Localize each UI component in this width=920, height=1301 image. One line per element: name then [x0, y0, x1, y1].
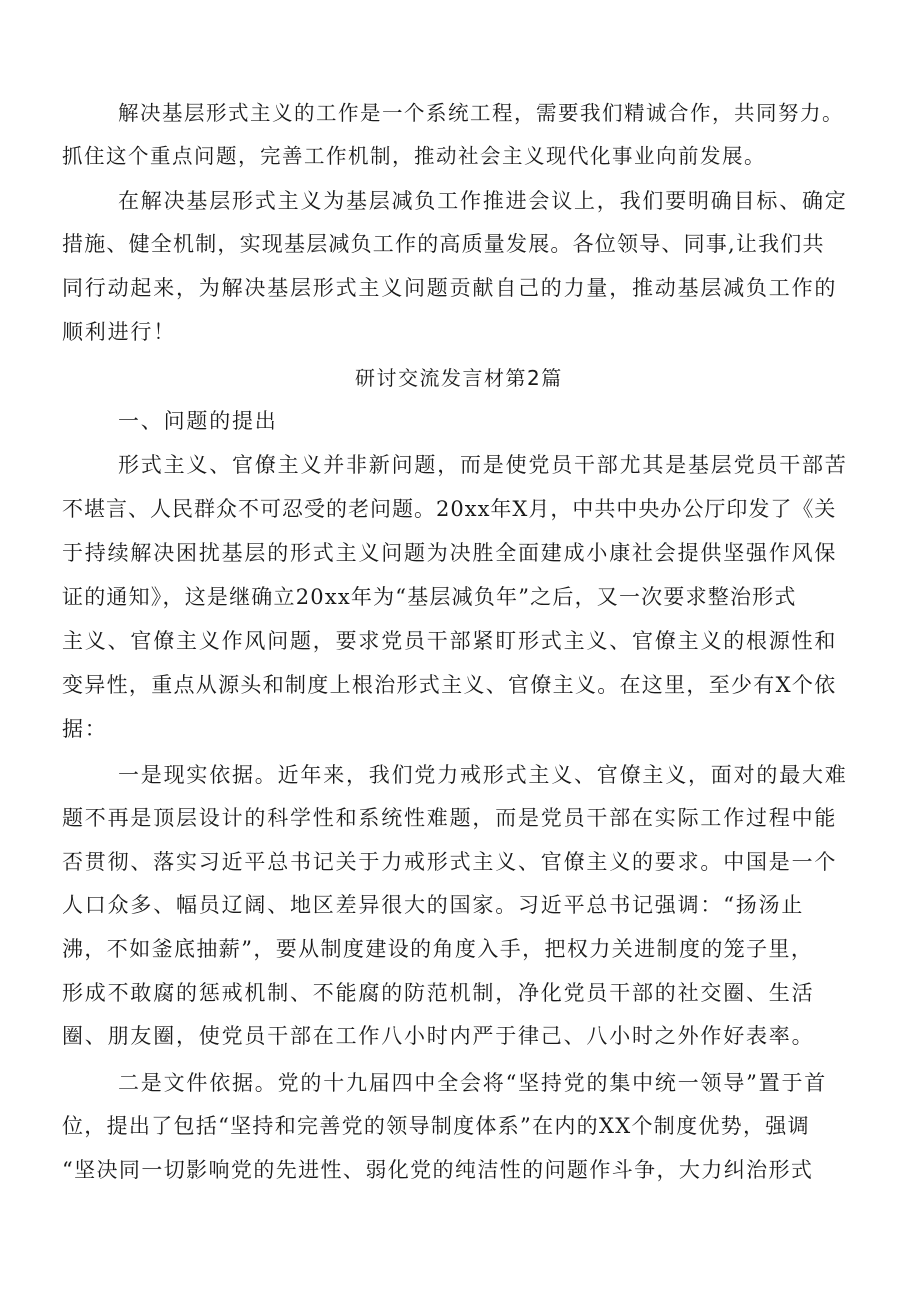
paragraph-line: 否贯彻、落实习近平总书记关于力戒形式主义、官僚主义的要求。中国是一个 — [62, 850, 838, 874]
paragraph-line: 形成不敢腐的惩戒机制、不能腐的防范机制，净化党员干部的社交圈、生活 — [62, 981, 815, 1005]
paragraph-line: 变异性，重点从源头和制度上根治形式主义、官僚主义。在这里，至少有X个依 — [62, 673, 837, 697]
paragraph-line: 题不再是顶层设计的科学性和系统性难题，而是党员干部在实际工作过程中能 — [62, 806, 838, 830]
paragraph-line: 于持续解决困扰基层的形式主义问题为决胜全面建成小康社会提供坚强作风保 — [62, 541, 838, 565]
paragraph-line: 顺利进行！ — [62, 320, 176, 344]
paragraph-line: 解决基层形式主义的工作是一个系统工程，需要我们精诚合作，共同努力。 — [118, 101, 844, 125]
paragraph-line: 一是现实依据。近年来，我们党力戒形式主义、官僚主义，面对的最大难 — [118, 763, 848, 787]
paragraph-line: 在解决基层形式主义为基层减负工作推进会议上，我们要明确目标、确定 — [118, 189, 848, 213]
paragraph-line: 人口众多、幅员辽阔、地区差异很大的国家。习近平总书记强调：“扬汤止 — [62, 893, 805, 917]
paragraph-line: 同行动起来，为解决基层形式主义问题贡献自己的力量，推动基层减负工作的 — [62, 276, 838, 300]
paragraph-line: 沸，不如釜底抽薪”，要从制度建设的角度入手，把权力关进制度的笼子里， — [62, 937, 814, 961]
paragraph-line: 形式主义、官僚主义并非新问题，而是使党员干部尤其是基层党员干部苦 — [118, 453, 848, 477]
paragraph-line: 二是文件依据。党的十九届四中全会将“坚持党的集中统一领导”置于首 — [118, 1071, 828, 1095]
paragraph-line: “坚决同一切影响党的先进性、弱化党的纯洁性的问题作斗争，大力纠治形式 — [62, 1158, 814, 1182]
paragraph-line: 证的通知》，这是继确立20xx年为“基层减负年”之后，又一次要求整治形式 — [62, 585, 797, 609]
section-title: 研讨交流发言材第2篇 — [355, 366, 563, 390]
section-heading: 一、问题的提出 — [118, 409, 278, 433]
paragraph-line: 圈、朋友圈，使党员干部在工作八小时内严于律己、八小时之外作好表率。 — [62, 1024, 815, 1048]
paragraph-line: 位，提出了包括“坚持和完善党的领导制度体系”在内的XX个制度优势，强调 — [62, 1114, 810, 1138]
paragraph-line: 抓住这个重点问题，完善工作机制，推动社会主义现代化事业向前发展。 — [62, 144, 766, 168]
paragraph-line: 据： — [62, 717, 108, 741]
paragraph-line: 措施、健全机制，实现基层减负工作的高质量发展。各位领导、同事,让我们共 — [62, 232, 825, 256]
paragraph-line: 不堪言、人民群众不可忍受的老问题。20xx年X月，中共中央办公厅印发了《关 — [62, 497, 837, 521]
paragraph-line: 主义、官僚主义作风问题，要求党员干部紧盯形式主义、官僚主义的根源性和 — [62, 629, 838, 653]
